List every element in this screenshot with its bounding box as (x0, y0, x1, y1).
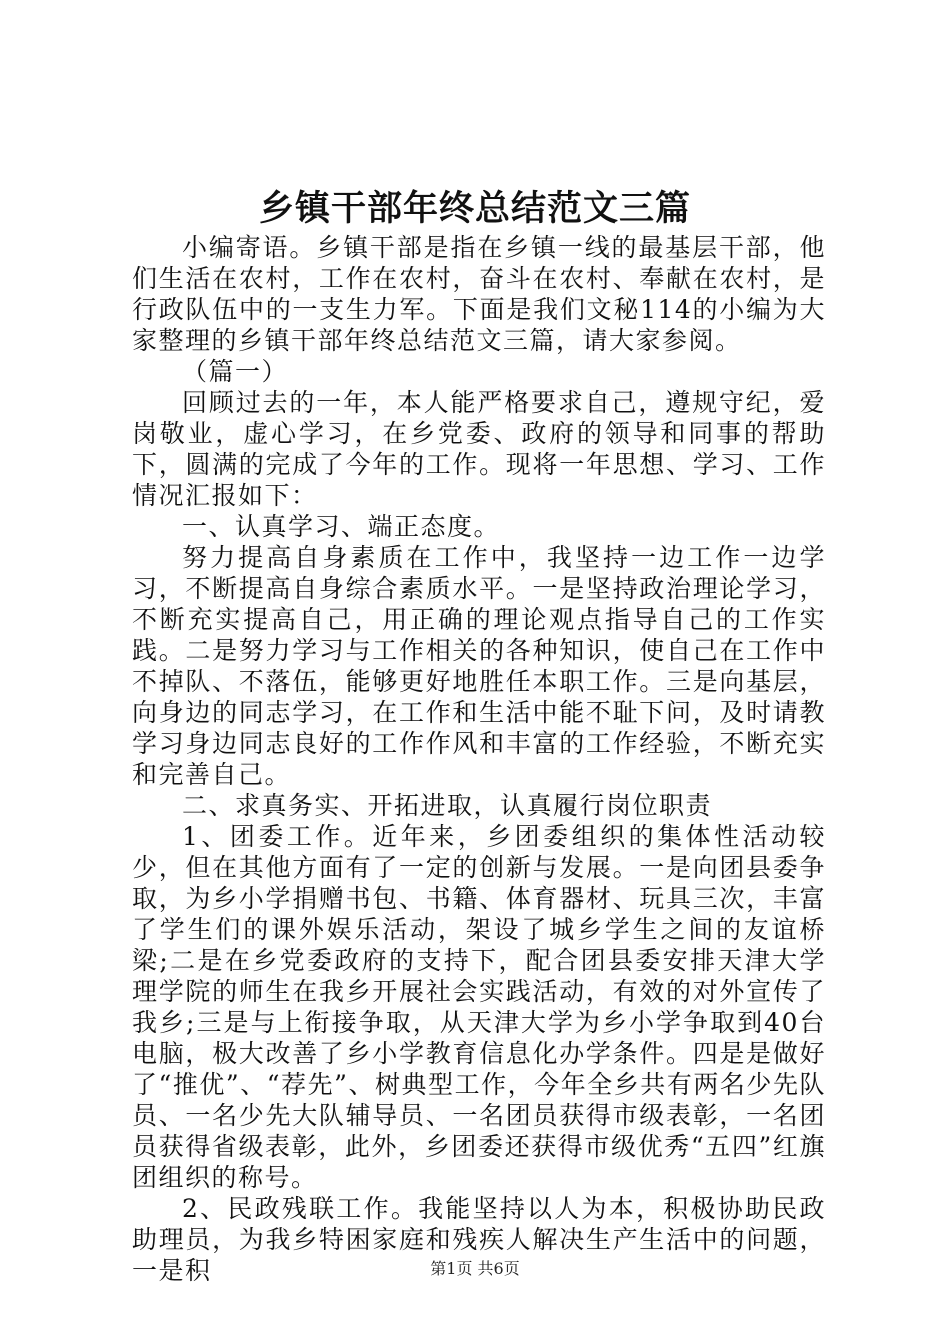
page-number-footer: 第1页 共6页 (430, 1259, 520, 1278)
civil-affairs-paragraph: 2、民政残联工作。我能坚持以人为本，积极协助民政助理员，为我乡特困家庭和残疾人解决生产生活中的问题，一是积 (132, 1194, 826, 1285)
study-paragraph: 努力提高自身素质在工作中，我坚持一边工作一边学习，不断提高自身综合素质水平。一是坚持政治理论学习，不断充实提高自己，用正确的理论观点指导自己的工作实践。二是努力学习与工作相关的各种知识，使自己在工作中不掉队、不落伍，能够更好地胜任本职工作。三是向基层，向身边的同志学习，在工作和生活中能不耻下问，及时请教学习身边同志良好的工作作风和丰富的工作经验，不断充实和完善自己。 (132, 543, 826, 789)
document-title: 乡镇干部年终总结范文三篇 (258, 188, 691, 229)
youth-league-paragraph: 1、团委工作。近年来，乡团委组织的集体性活动较少，但在其他方面有了一定的创新与发展。一是向团县委争取，为乡小学捐赠书包、书籍、体育器材、玩具三次，丰富了学生们的课外娱乐活动，架设了城乡学生之间的友谊桥梁;二是在乡党委政府的支持下，配合团县委安排天津大学理学院的师生在我乡开展社会实践活动，有效的对外宣传了我乡;三是与上衔接争取，从天津大学为乡小学争取到40台电脑，极大改善了乡小学教育信息化办学条件。四是是做好了“推优”、“荐先”、树典型工作，今年全乡共有两名少先队员、一名少先大队辅导员、一名团员获得市级表彰，一名团员获得省级表彰，此外，乡团委还获得市级优秀“五四”红旗团组织的称号。 (132, 822, 826, 1192)
section-heading-study: 一、认真学习、端正态度。 (182, 512, 501, 541)
section-heading-duties: 二、求真务实、开拓进取，认真履行岗位职责 (182, 791, 713, 820)
intro-paragraph: 小编寄语。乡镇干部是指在乡镇一线的最基层干部，他们生活在农村，工作在农村，奋斗在农村、奉献在农村，是行政队伍中的一支生力军。下面是我们文秘114的小编为大家整理的乡镇干部年终总结范文三篇，请大家参阅。 (132, 233, 826, 355)
opening-paragraph: 回顾过去的一年，本人能严格要求自己，遵规守纪，爱岗敬业，虚心学习，在乡党委、政府的领导和同事的帮助下，圆满的完成了今年的工作。现将一年思想、学习、工作情况汇报如下： (132, 388, 826, 510)
section-label-part-one: （篇一） (182, 357, 289, 386)
document-body (132, 232, 826, 1286)
